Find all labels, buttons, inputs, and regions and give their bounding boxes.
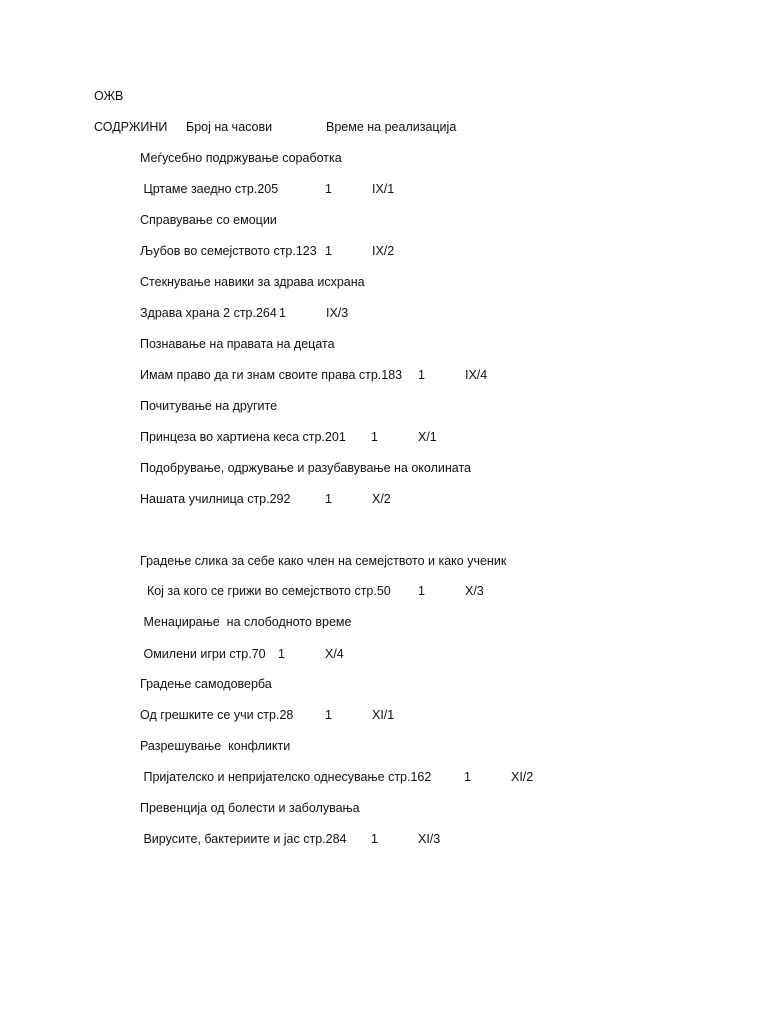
section-heading: Подобрување, одржување и разубавување на околината [140, 461, 471, 475]
lesson-time: IX/4 [465, 368, 488, 382]
table-header [0, 119, 768, 135]
lesson-title: Вирусите, бактериите и јас стр.284 [140, 832, 347, 846]
header-time: Време на реализација [326, 120, 457, 134]
lesson-title: Принцеза во хартиена кеса стр.201 [140, 430, 346, 444]
lesson-hours: 1 [371, 430, 378, 444]
lesson-time: X/3 [465, 584, 484, 598]
lesson-row [0, 707, 768, 723]
section-heading: Справување со емоции [140, 213, 277, 227]
lesson-time: XI/3 [418, 832, 441, 846]
lesson-title: Пријателско и непријателско однесување стр.162 [140, 770, 432, 784]
lesson-title: Нашата училница стр.292 [140, 492, 291, 506]
lesson-row [0, 491, 768, 507]
lesson-hours: 1 [325, 244, 332, 258]
lesson-row [0, 429, 768, 445]
section-heading: Менаџирање на слободното време [140, 615, 352, 629]
lesson-hours: 1 [325, 182, 332, 196]
section-heading: Стекнување навики за здрава исхрана [140, 275, 365, 289]
lesson-row [0, 243, 768, 259]
lesson-hours: 1 [325, 492, 332, 506]
section-heading: Градење самодоверба [140, 677, 272, 691]
lesson-row [0, 769, 768, 785]
lesson-title: Имам право да ги знам своите права стр.183 [140, 368, 403, 382]
section-heading: Меѓусебно подржување соработка [140, 151, 342, 165]
lesson-time: XI/1 [372, 708, 395, 722]
lesson-title: Љубов во семејството стр.123 [140, 244, 317, 258]
section-heading: Разрешување конфликти [140, 739, 291, 753]
lesson-row [0, 305, 768, 321]
lesson-time: IX/2 [372, 244, 395, 258]
lesson-row [0, 583, 768, 599]
lesson-row [0, 181, 768, 197]
lesson-time: X/4 [325, 647, 344, 661]
lesson-time: IX/1 [372, 182, 395, 196]
lesson-row [0, 367, 768, 383]
section-heading: Превенција од болести и заболувања [140, 801, 360, 815]
lesson-hours: 1 [371, 832, 378, 846]
lesson-hours: 1 [279, 306, 286, 320]
lesson-row [0, 831, 768, 847]
lesson-time: X/1 [418, 430, 437, 444]
lesson-title: Омилени игри стр.70 [140, 647, 266, 661]
lesson-time: X/2 [372, 492, 391, 506]
lesson-hours: 1 [418, 584, 425, 598]
section-heading: Почитување на другите [140, 399, 278, 413]
section-heading: Градење слика за себе како член на семејството и како ученик [140, 554, 507, 568]
header-contents: СОДРЖИНИ [94, 120, 168, 134]
section-heading: Познавање на правата на децата [140, 337, 335, 351]
lesson-time: XI/2 [511, 770, 534, 784]
lesson-hours: 1 [278, 647, 285, 661]
lesson-title: Од грешките се учи стр.28 [140, 708, 294, 722]
lesson-time: IX/3 [326, 306, 349, 320]
lesson-title: Здрава храна 2 стр.264 [140, 306, 277, 320]
lesson-hours: 1 [418, 368, 425, 382]
lesson-title: Цртаме заедно стр.205 [140, 182, 279, 196]
document-subject: ОЖВ [94, 89, 124, 103]
header-hours: Број на часови [186, 120, 273, 134]
lesson-hours: 1 [325, 708, 332, 722]
lesson-row [0, 646, 768, 662]
lesson-title: Кој за кого се грижи во семејството стр.50 [140, 584, 391, 598]
lesson-hours: 1 [464, 770, 471, 784]
